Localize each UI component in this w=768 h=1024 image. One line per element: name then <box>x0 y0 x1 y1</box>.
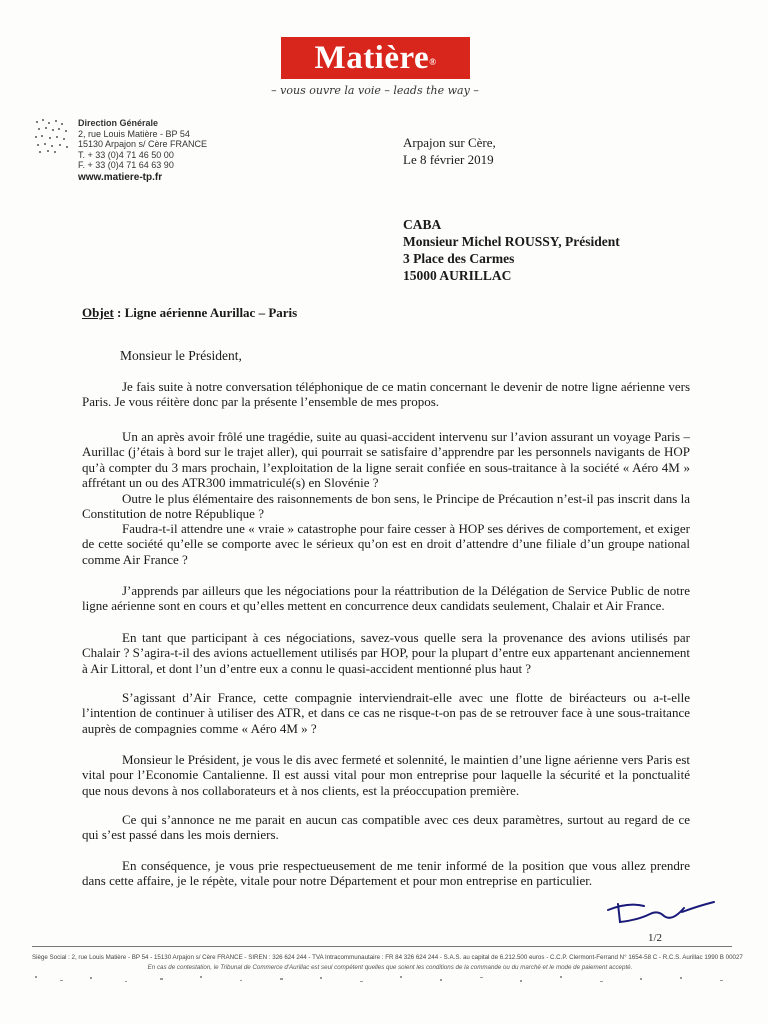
sender-website: www.matiere-tp.fr <box>78 171 163 183</box>
body-paragraph: Monsieur le Président, je vous le dis avec fermeté et solennité, le maintien d’une ligne aérienne vers Paris est vital pour l’Economie Cantalienne. Il est aussi vital pour mon entreprise pour laquelle la sécurité et la ponctualité que nous devons à nos collaborateurs et à nos clients, est la préoccupation première. <box>82 752 690 798</box>
company-logo <box>281 37 470 79</box>
body-paragraph: J’apprends par ailleurs que les négociations pour la réattribution de la Délégation de Service Public de notre ligne aérienne sont en cours et qu’elles mettent en concurrence deux candidats seulement, Chalair et Air France. <box>82 583 690 614</box>
sender-phone: T. + 33 (0)4 71 46 50 00 <box>78 149 174 160</box>
place: Arpajon sur Cère, <box>403 135 496 150</box>
body-paragraph: Faudra-t-il attendre une « vraie » catastrophe pour faire cesser à HOP ses dérives de comportement, et exiger de cette société qu’elle se comporte avec le sérieux qu’on est en droit d’attendre d’une filiale d’un groupe national comme Air France ? <box>82 521 690 567</box>
scan-noise-pattern <box>30 972 746 988</box>
body-paragraph: Un an après avoir frôlé une tragédie, suite au quasi-accident intervenu sur l’avion assurant un voyage Paris – Aurillac (j’étais à bord sur le trajet aller), qui pourrait se satisfaire d’apprendre par les personnels navigants de HOP qu’à compter du 3 mars prochain, l’exploitation de la ligne serait confiée en sous-traitance à la société « Aéro 4M » affrétant un ou des ATR300 immatriculé(s) en Slovénie ? <box>82 429 690 491</box>
recipient-block <box>403 216 620 284</box>
sender-line: 15130 Arpajon s/ Cère FRANCE <box>78 139 208 149</box>
sender-block <box>78 118 207 183</box>
signature-icon <box>598 892 718 932</box>
subject-label: Objet <box>82 305 114 320</box>
dot-pattern-icon <box>34 118 70 154</box>
salutation: Monsieur le Président, <box>120 348 242 363</box>
footer-legal-note: En cas de contestation, le Tribunal de Commerce d'Aurillac est seul compétent quelles que soient les conditions de la commande ou du marché et le mode de paiement accepté. <box>147 964 633 971</box>
body-paragraph: S’agissant d’Air France, cette compagnie interviendrait-elle avec une flotte de biréacteurs ou a-t-elle l’intention de continuer à utiliser des ATR, et dans ce cas ne risque-t-on pas de se retrouver face à une sous-traitance auprès de compagnies comme « Aéro 4M » ? <box>82 690 690 736</box>
footer-legal-line: Siège Social : 2, rue Louis Matière - BP 54 - 15130 Arpajon s/ Cère FRANCE - SIREN : 326 624 244 - TVA Intracommunautaire : FR 84 326 624 244 - S.A.S. au capital de 6.212.500 euros - C.C.P. Clermont-Ferrand N° 1654-58 C - R.C.S. Aurillac 1990 B 00027 <box>32 954 743 961</box>
recipient-line: 3 Place des Carmes <box>403 251 515 266</box>
sender-fax: F. + 33 (0)4 71 64 63 90 <box>78 160 174 170</box>
subject-line <box>82 305 297 321</box>
body-paragraph: Outre le plus élémentaire des raisonnements de bon sens, le Principe de Précaution n’est-il pas inscrit dans la Constitution de notre République ? <box>82 491 690 522</box>
sender-line: 2, rue Louis Matière - BP 54 <box>78 128 190 139</box>
logo-text: Matière <box>314 40 430 76</box>
place-date <box>403 134 496 168</box>
page-number: 1/2 <box>648 932 663 944</box>
recipient-line: CABA <box>403 217 442 232</box>
registered-mark: ® <box>429 57 437 67</box>
body-paragraph: En tant que participant à ces négociations, savez-vous quelle sera la provenance des avions utilisés par Chalair ? S’agira-t-il des avions actuellement utilisés par HOP, pour la plupart d’entre eux appartenant anciennement à Air Littoral, et dont l’un d’entre eux a connu le quasi-accident mentionné plus haut ? <box>82 630 690 676</box>
body-paragraph: Je fais suite à notre conversation téléphonique de ce matin concernant le devenir de notre ligne aérienne vers Paris. Je vous réitère donc par la présente l’ensemble de mes propos. <box>82 379 690 410</box>
body-paragraph: Ce qui s’annonce ne me parait en aucun cas compatible avec ces deux paramètres, surtout au regard de ce qui s’est passé dans les mois derniers. <box>82 812 690 843</box>
body-paragraph: En conséquence, je vous prie respectueusement de me tenir informé de la position que vous allez prendre dans cette affaire, je le répète, vitale pour notre Département et pour mon entreprise en particulier. <box>82 858 690 889</box>
date: Le 8 février 2019 <box>403 152 494 167</box>
subject-text: : Ligne aérienne Aurillac – Paris <box>113 305 298 320</box>
footer-divider <box>32 946 732 947</box>
recipient-line: 15000 AURILLAC <box>403 268 512 283</box>
recipient-line: Monsieur Michel ROUSSY, Président <box>403 234 620 249</box>
tagline: – vous ouvre la voie – leads the way – <box>271 84 479 97</box>
sender-department: Direction Générale <box>78 118 159 128</box>
